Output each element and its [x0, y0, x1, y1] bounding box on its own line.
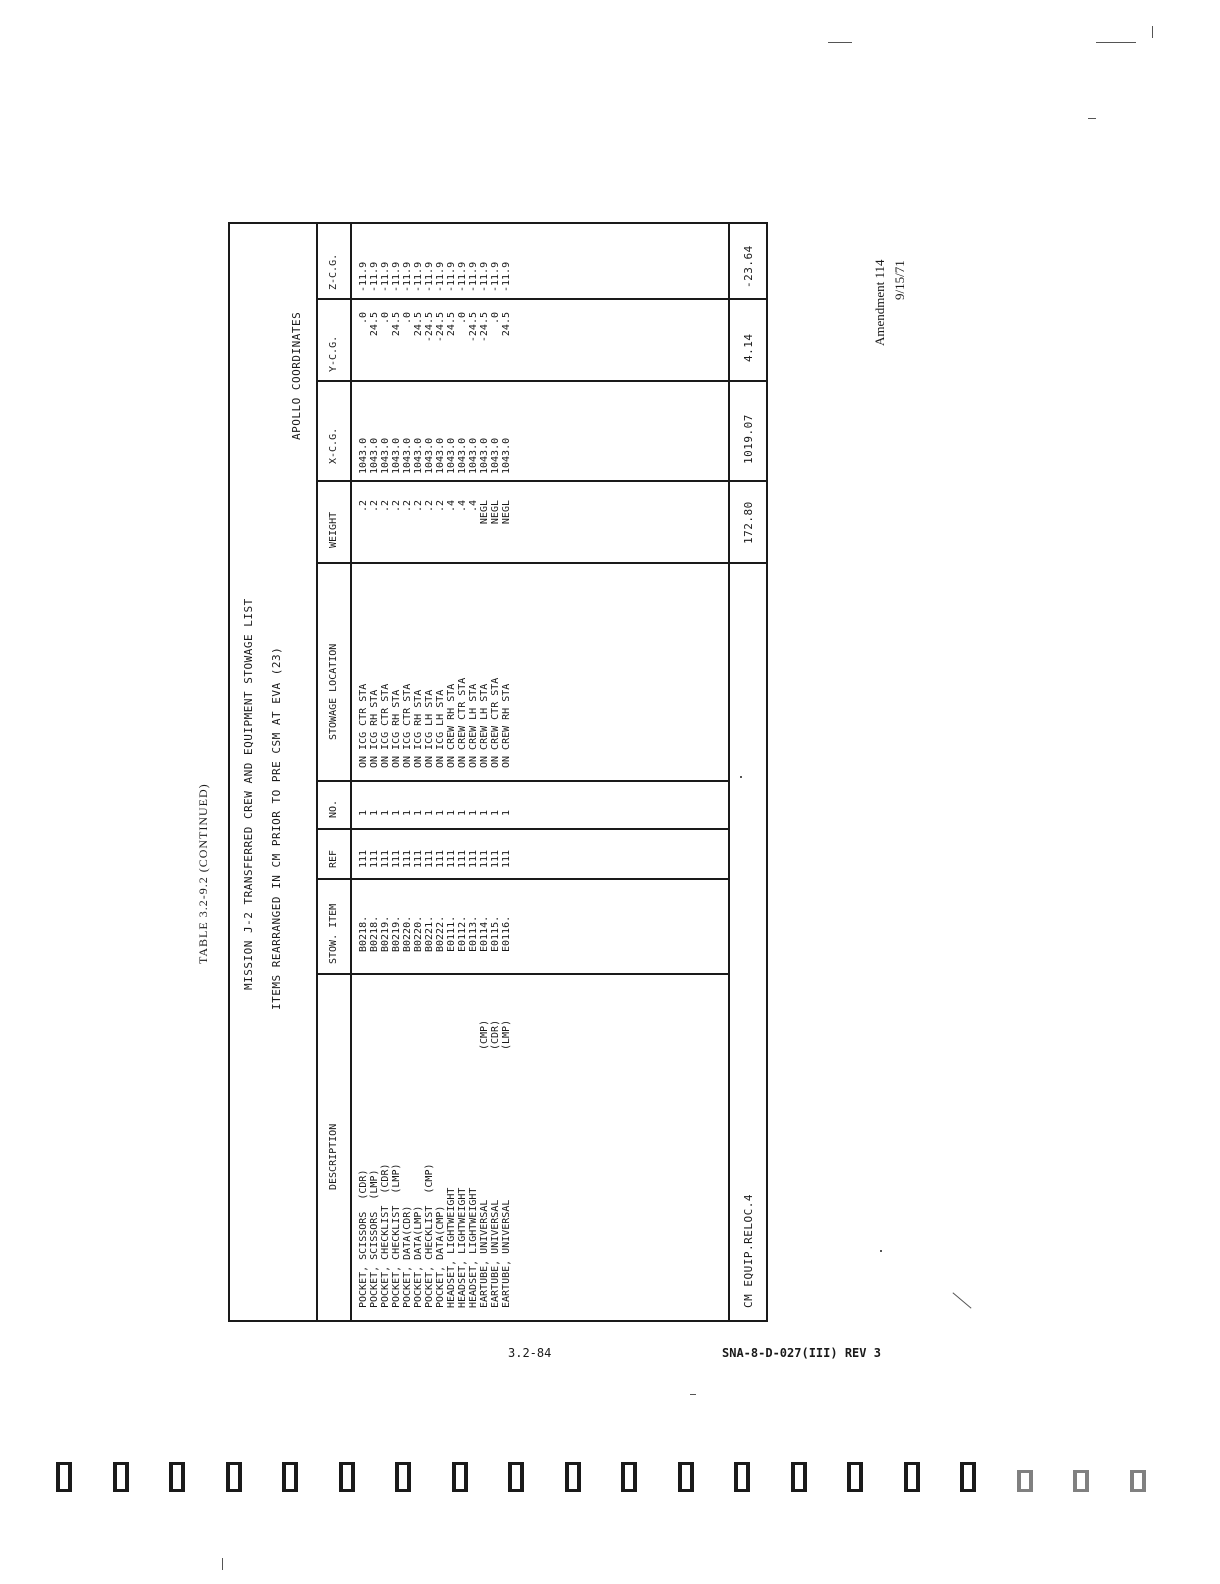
scan-mark [113, 1462, 129, 1492]
scan-mark [565, 1462, 581, 1492]
total-z: -23.64 [742, 245, 755, 288]
scan-speck [952, 1292, 971, 1308]
total-x: 1019.07 [742, 414, 755, 464]
cell-location: ON ICG CTR STA [402, 683, 413, 768]
cell-weight: .2 [391, 500, 402, 513]
coord-group-header: APOLLO COORDINATES [290, 311, 303, 440]
cell-ref: 111 [435, 849, 446, 868]
cell-ref: 111 [501, 849, 512, 868]
cell-y: 24.5 [369, 312, 380, 337]
scan-speck [880, 1250, 882, 1252]
scan-mark [1130, 1470, 1146, 1492]
total-label: CM EQUIP.RELOC.4 [742, 1194, 755, 1308]
cell-ref: 111 [446, 849, 457, 868]
scan-speck [1088, 118, 1096, 119]
cell-weight: .2 [402, 500, 413, 513]
cell-z: -11.9 [391, 261, 402, 292]
scan-speck [740, 776, 742, 778]
scan-mark [734, 1462, 750, 1492]
table-title: MISSION J-2 TRANSFERRED CREW AND EQUIPMENT STOWAGE LIST [242, 598, 255, 990]
cell-weight: .2 [413, 500, 424, 513]
cell-stow-item: B0220. [402, 915, 413, 952]
cell-no: 1 [358, 809, 369, 816]
cell-z: -11.9 [369, 261, 380, 292]
total-weight: 172.80 [742, 501, 755, 544]
scan-mark [847, 1462, 863, 1492]
cell-stow-item: B0218. [358, 915, 369, 952]
cell-z: -11.9 [424, 261, 435, 292]
cell-description: POCKET, CHECKLIST (CDR) [380, 1163, 391, 1308]
table-subtitle: ITEMS REARRANGED IN CM PRIOR TO PRE CSM AT EVA (23) [270, 646, 283, 1010]
cell-no: 1 [501, 809, 512, 816]
cell-y: .0 [457, 312, 468, 325]
cell-z: -11.9 [490, 261, 501, 292]
cell-stow-item: E0116. [501, 915, 512, 952]
cell-location: ON CREW LH STA [479, 683, 490, 768]
cell-z: -11.9 [435, 261, 446, 292]
cell-x: 1043.0 [369, 437, 380, 474]
cell-no: 1 [424, 809, 435, 816]
cell-description: EARTUBE, UNIVERSAL [490, 1199, 501, 1308]
cell-weight: .2 [358, 500, 369, 513]
cell-ref: 111 [413, 849, 424, 868]
cell-no: 1 [380, 809, 391, 816]
cell-ref: 111 [490, 849, 501, 868]
cell-z: -11.9 [380, 261, 391, 292]
cell-location: ON ICG LH STA [435, 689, 446, 768]
col-description: DESCRIPTION [328, 1123, 339, 1190]
cell-weight: .2 [435, 500, 446, 513]
cell-y: .0 [358, 312, 369, 325]
cell-y: 24.5 [391, 312, 402, 337]
scan-mark [1017, 1470, 1033, 1492]
scan-speck [828, 42, 852, 43]
cell-ref: 111 [391, 849, 402, 868]
scan-speck [222, 1558, 223, 1570]
scan-mark [1073, 1470, 1089, 1492]
cell-x: 1043.0 [413, 437, 424, 474]
scan-mark [395, 1462, 411, 1492]
scan-mark [56, 1462, 72, 1492]
cell-z: -11.9 [501, 261, 512, 292]
col-ref: REF [328, 849, 339, 868]
table-row [391, 224, 402, 1320]
col-z: Z-C.G. [328, 253, 339, 290]
cell-weight: NEGL [501, 500, 512, 525]
cell-stow-item: B0221. [424, 915, 435, 952]
cell-stow-item: E0113. [468, 915, 479, 952]
cell-y: -24.5 [435, 312, 446, 343]
table-row [358, 224, 369, 1320]
table-row [501, 224, 512, 1320]
scan-speck [690, 1394, 696, 1395]
cell-location: ON CREW LH STA [468, 683, 479, 768]
cell-z: -11.9 [479, 261, 490, 292]
cell-weight: .4 [457, 500, 468, 513]
cell-z: -11.9 [358, 261, 369, 292]
cell-location: ON ICG RH STA [391, 689, 402, 768]
cell-description: EARTUBE, UNIVERSAL [479, 1199, 490, 1308]
document-id: SNA-8-D-027(III) REV 3 [722, 1346, 881, 1360]
stowage-table [228, 222, 768, 1322]
cell-stow-item: E0115. [490, 915, 501, 952]
cell-stow-item: E0111. [446, 915, 457, 952]
cell-ref: 111 [358, 849, 369, 868]
cell-description: HEADSET, LIGHTWEIGHT [446, 1187, 457, 1308]
cell-no: 1 [446, 809, 457, 816]
col-stow-item: STOW. ITEM [328, 903, 339, 964]
cell-z: -11.9 [413, 261, 424, 292]
cell-weight: .2 [380, 500, 391, 513]
cell-no: 1 [490, 809, 501, 816]
scan-mark [904, 1462, 920, 1492]
cell-description: HEADSET, LIGHTWEIGHT [457, 1187, 468, 1308]
cell-stow-item: E0112. [457, 915, 468, 952]
scan-mark [791, 1462, 807, 1492]
cell-location: ON CREW RH STA [501, 683, 512, 768]
cell-z: -11.9 [402, 261, 413, 292]
cell-weight: .4 [446, 500, 457, 513]
cell-no: 1 [479, 809, 490, 816]
cell-weight: .2 [424, 500, 435, 513]
table-row [446, 224, 457, 1320]
cell-z: -11.9 [468, 261, 479, 292]
cell-x: 1043.0 [380, 437, 391, 474]
scan-mark [226, 1462, 242, 1492]
scan-mark [339, 1462, 355, 1492]
cell-description: POCKET, SCISSORS (CDR) [358, 1169, 369, 1308]
cell-location: ON CREW RH STA [446, 683, 457, 768]
cell-weight: NEGL [490, 500, 501, 525]
cell-weight: .2 [369, 500, 380, 513]
table-body [358, 224, 718, 1320]
cell-y: -24.5 [479, 312, 490, 343]
scan-speck [1152, 26, 1153, 38]
cell-ref: 111 [380, 849, 391, 868]
cell-no: 1 [369, 809, 380, 816]
cell-location: ON CREW CTR STA [457, 677, 468, 768]
cell-ref: 111 [468, 849, 479, 868]
cell-ref: 111 [479, 849, 490, 868]
cell-description: POCKET, CHECKLIST (CMP) [424, 1163, 435, 1308]
cell-stow-item: B0220. [413, 915, 424, 952]
table-row [479, 224, 490, 1320]
table-row [490, 224, 501, 1320]
cell-location: ON ICG LH STA [424, 689, 435, 768]
cell-stow-item: E0114. [479, 915, 490, 952]
scan-mark [452, 1462, 468, 1492]
cell-stow-item: B0219. [380, 915, 391, 952]
cell-location: ON ICG CTR STA [380, 683, 391, 768]
cell-x: 1043.0 [358, 437, 369, 474]
cell-tag: (LMP) [501, 1019, 512, 1050]
cell-x: 1043.0 [479, 437, 490, 474]
cell-z: -11.9 [457, 261, 468, 292]
cell-no: 1 [413, 809, 424, 816]
cell-z: -11.9 [446, 261, 457, 292]
table-row [468, 224, 479, 1320]
table-row [413, 224, 424, 1320]
cell-x: 1043.0 [501, 437, 512, 474]
table-row [380, 224, 391, 1320]
table-row [424, 224, 435, 1320]
cell-description: POCKET, DATA(LMP) [413, 1205, 424, 1308]
cell-ref: 111 [457, 849, 468, 868]
cell-y: 24.5 [446, 312, 457, 337]
cell-x: 1043.0 [435, 437, 446, 474]
cell-tag: (CDR) [490, 1019, 501, 1050]
cell-description: POCKET, SCISSORS (LMP) [369, 1169, 380, 1308]
cell-y: 24.5 [501, 312, 512, 337]
cell-stow-item: B0219. [391, 915, 402, 952]
col-location: STOWAGE LOCATION [328, 643, 339, 740]
page-number: 3.2-84 [508, 1346, 552, 1360]
cell-location: ON ICG CTR STA [358, 683, 369, 768]
cell-description: HEADSET, LIGHTWEIGHT [468, 1187, 479, 1308]
cell-x: 1043.0 [457, 437, 468, 474]
cell-ref: 111 [402, 849, 413, 868]
cell-weight: .4 [468, 500, 479, 513]
cell-stow-item: B0222. [435, 915, 446, 952]
scan-mark [960, 1462, 976, 1492]
cell-y: .0 [402, 312, 413, 325]
cell-x: 1043.0 [446, 437, 457, 474]
cell-y: .0 [380, 312, 391, 325]
cell-weight: NEGL [479, 500, 490, 525]
cell-location: ON ICG RH STA [369, 689, 380, 768]
table-row [369, 224, 380, 1320]
cell-y: .0 [490, 312, 501, 325]
cell-no: 1 [435, 809, 446, 816]
cell-stow-item: B0218. [369, 915, 380, 952]
stowage-table-rotated [228, 222, 768, 1322]
table-caption: TABLE 3.2-9.2 (CONTINUED) [196, 783, 210, 964]
cell-y: -24.5 [468, 312, 479, 343]
cell-location: ON ICG RH STA [413, 689, 424, 768]
cell-description: EARTUBE, UNIVERSAL [501, 1199, 512, 1308]
cell-no: 1 [468, 809, 479, 816]
cell-no: 1 [391, 809, 402, 816]
col-no: NO. [328, 799, 339, 818]
scan-mark [169, 1462, 185, 1492]
cell-description: POCKET, DATA(CMP) [435, 1205, 446, 1308]
scan-mark [678, 1462, 694, 1492]
table-row [457, 224, 468, 1320]
cell-x: 1043.0 [402, 437, 413, 474]
header-top-rule [316, 224, 318, 1320]
scan-speck [1096, 42, 1136, 43]
table-row [435, 224, 446, 1320]
cell-location: ON CREW CTR STA [490, 677, 501, 768]
cell-x: 1043.0 [490, 437, 501, 474]
col-x: X-C.G. [328, 427, 339, 464]
cell-x: 1043.0 [391, 437, 402, 474]
table-row [402, 224, 413, 1320]
cell-x: 1043.0 [424, 437, 435, 474]
cell-y: -24.5 [424, 312, 435, 343]
cell-x: 1043.0 [468, 437, 479, 474]
total-top-rule [728, 224, 730, 1320]
cell-description: POCKET, CHECKLIST (LMP) [391, 1163, 402, 1308]
cell-no: 1 [402, 809, 413, 816]
cell-ref: 111 [424, 849, 435, 868]
scan-mark [282, 1462, 298, 1492]
total-y: 4.14 [742, 333, 755, 362]
cell-ref: 111 [369, 849, 380, 868]
col-weight: WEIGHT [328, 511, 339, 548]
amendment-date: 9/15/71 [892, 260, 907, 300]
cell-description: POCKET, DATA(CDR) [402, 1205, 413, 1308]
col-y: Y-C.G. [328, 335, 339, 372]
header-bottom-rule [350, 224, 352, 1320]
cell-tag: (CMP) [479, 1019, 490, 1050]
amendment-label: Amendment 114 [872, 259, 887, 346]
cell-y: 24.5 [413, 312, 424, 337]
scan-mark [508, 1462, 524, 1492]
scan-mark [621, 1462, 637, 1492]
scan-marks [56, 1462, 1156, 1502]
cell-no: 1 [457, 809, 468, 816]
